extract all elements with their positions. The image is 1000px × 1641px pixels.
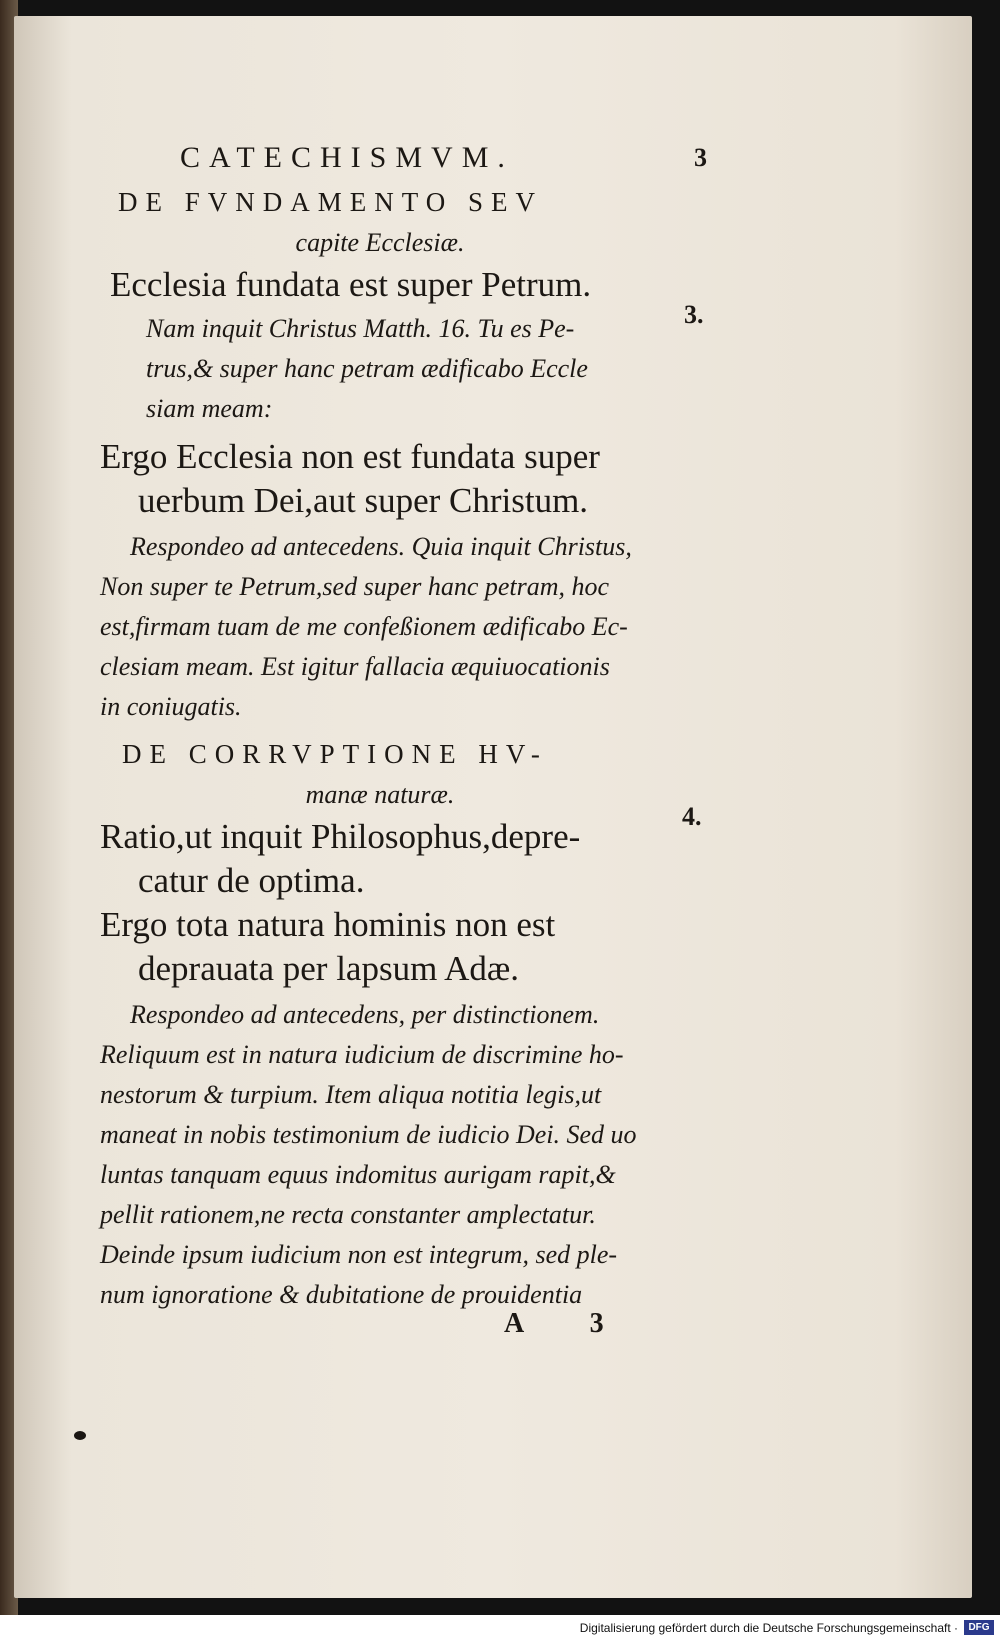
text-line: clesiam meam. Est igitur fallacia æquiuocationis [100,652,610,681]
dfg-logo-icon: DFG [964,1620,994,1635]
text-block [100,131,820,1315]
text-line: in coniugatis. [100,692,242,721]
text-line: deprauata per lapsum Adæ. [138,949,520,988]
signature-mark: A 3 [504,1308,634,1339]
text-line: nestorum & turpium. Item aliqua notitia legis,ut [100,1080,602,1109]
book-page [14,16,972,1598]
text-line: catur de optima. [138,861,365,900]
footer-bar [0,1615,1000,1641]
proof-1 [100,309,766,429]
text-line: Deinde ipsum iudicium non est integrum, sed ple- [100,1240,618,1269]
running-head [100,131,820,177]
text-line: Ergo tota natura hominis non est [100,905,556,944]
section-heading-continuation: manæ naturæ. [305,780,455,809]
text-line: Respondeo ad antecedens. Quia inquit Christus, [130,532,632,561]
text-line: est,firmam tuam de me confeßionem ædificabo Ec- [100,612,628,641]
text-line: Ecclesia fundata est super Petrum. [110,265,592,304]
proposition-2 [100,815,820,903]
margin-number-4: 4. [682,802,702,831]
text-line: num ignoratione & dubitatione de prouidentia [100,1280,583,1309]
section-heading-corruptione: DE CORRVPTIONE HV- [122,739,548,769]
text-line: luntas tanquam equus indomitus aurigam rapit,& [100,1160,616,1189]
section-heading-continuation: capite Ecclesiæ. [295,228,465,257]
text-line: Non super te Petrum,sed super hanc petram, hoc [100,572,610,601]
ink-spot [74,1431,86,1440]
text-line: Respondeo ad antecedens, per distinctionem. [130,1000,600,1029]
text-line: maneat in nobis testimonium de iudicio Dei. Sed uo [100,1120,637,1149]
page-number: 3 [694,143,707,172]
margin-number-3: 3. [684,300,704,329]
text-line: Nam inquit Christus Matth. 16. Tu es Pe- [146,314,575,343]
response-1 [100,527,735,727]
text-line: uerbum Dei,aut super Christum. [138,481,589,520]
text-line: trus,& super hanc petram ædificabo Eccle [146,354,588,383]
text-line: Reliquum est in natura iudicium de discrimine ho- [100,1040,624,1069]
proposition-1 [100,263,820,307]
conclusion-2 [100,903,820,991]
text-line: pellit rationem,ne recta constanter amplectatur. [100,1200,596,1229]
section-heading-fundamento: DE FVNDAMENTO SEV [118,187,544,217]
funding-notice: Digitalisierung gefördert durch die Deutsche Forschungsgemeinschaft · [579,1621,958,1635]
text-line: Ratio,ut inquit Philosophus,depre- [100,817,581,856]
text-line: Ergo Ecclesia non est fundata super [100,437,600,476]
text-line: siam meam: [146,394,273,423]
running-title: CATECHISMVM. [180,141,514,174]
conclusion-1 [100,435,820,523]
response-2 [100,995,735,1315]
